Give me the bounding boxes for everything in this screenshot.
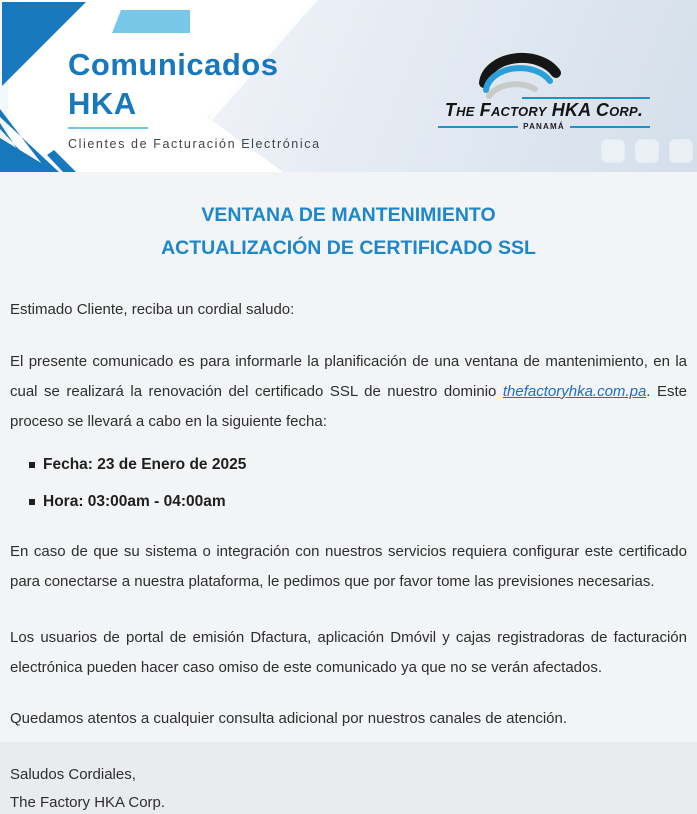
intro-before-link: El presente comunicado es para informarle la planificación de una ventana de mantenimiento, en la cual se realizará la renovación del certificado SSL de nuestro dominio (10, 353, 687, 400)
certificate-paragraph: En caso de que su sistema o integración con nuestros servicios requiera configurar este certificado para conectarse a nuestra plataforma, le pedimos que por favor tome las previsiones necesarias. (10, 543, 687, 590)
closing-salutation: Saludos Cordiales, (10, 766, 136, 783)
intro-paragraph (10, 347, 687, 437)
header-banner (0, 0, 697, 172)
announcement-heading (10, 199, 687, 265)
logo-top-rule (522, 97, 650, 99)
exempt-users-paragraph: Los usuarios de portal de emisión Dfactura, aplicación Dmóvil y cajas registradoras de facturación electrónica pueden hacer caso omiso de este comunicado ya que no se verán afectados. (10, 629, 687, 676)
email-body (0, 172, 697, 811)
list-item-date: Fecha: 23 de Enero de 2025 (10, 456, 687, 474)
brand-underline (68, 127, 148, 129)
brand-title-line2: HKA (68, 86, 137, 121)
closing-company: The Factory HKA Corp. (10, 794, 166, 811)
brand-subtitle: Clientes de Facturación Electrónica (68, 137, 321, 151)
logo-company-name: The Factory HKA Corp. (444, 100, 644, 120)
hka-swoosh-icon (472, 47, 576, 97)
brand-title-line1: Comunicados (68, 47, 279, 82)
logo-country-label: PANAMÁ (523, 122, 565, 131)
logo-rule-left (438, 126, 518, 128)
social-watermark-icon (601, 139, 625, 163)
contact-paragraph: Quedamos atentos a cualquier consulta adicional por nuestros canales de atención. (10, 710, 568, 727)
greeting-text: Estimado Cliente, reciba un cordial saludo: (10, 301, 295, 318)
social-watermark-icon (669, 139, 693, 163)
list-item-time: Hora: 03:00am - 04:00am (10, 493, 687, 511)
intro-after-link: . Este proceso se llevará a cabo en la siguiente fecha: (10, 383, 687, 430)
company-logo (438, 47, 650, 131)
logo-bottom-rule (438, 122, 650, 131)
social-watermark-icon (635, 139, 659, 163)
logo-rule-right (570, 126, 650, 128)
social-watermark-icons (601, 139, 693, 163)
heading-line2: ACTUALIZACIÓN DE CERTIFICADO SSL (161, 237, 536, 259)
maintenance-details-list (10, 456, 687, 511)
heading-line1: VENTANA DE MANTENIMIENTO (201, 204, 496, 226)
domain-link[interactable]: thefactoryhka.com.pa (502, 383, 647, 400)
newsletter-brand (68, 48, 321, 151)
